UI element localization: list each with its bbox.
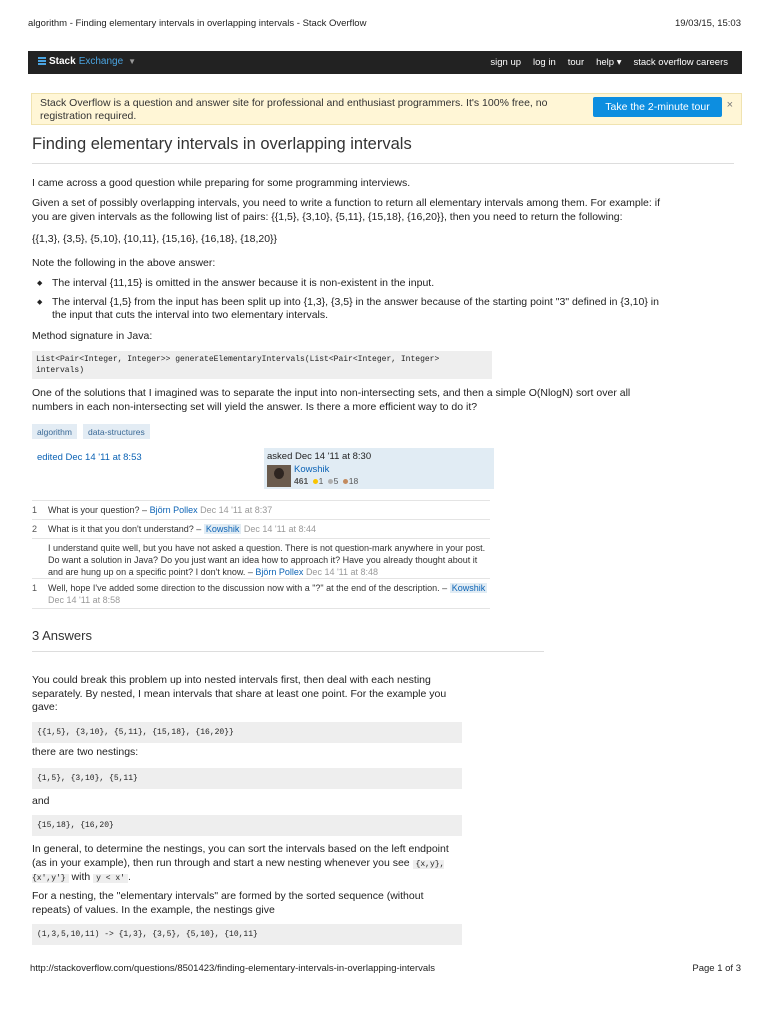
announcement-text: Stack Overflow is a question and answer site for professional and enthusiast programmers. It's 100% free, no registration required.	[40, 97, 548, 122]
question-paragraph: Note the following in the above answer:	[32, 257, 216, 269]
close-icon[interactable]: ×	[726, 99, 733, 111]
code-block	[32, 351, 492, 379]
gold-badge-count: 1	[318, 476, 324, 486]
avatar[interactable]	[267, 465, 291, 487]
stackexchange-menu[interactable]	[38, 56, 136, 67]
brand-stack: Stack	[49, 56, 76, 67]
asker-name[interactable]: Kowshik	[294, 464, 330, 475]
brand-exchange: Exchange	[78, 56, 124, 67]
chevron-down-icon: ▼	[128, 57, 137, 66]
nav-tour[interactable]: tour	[567, 57, 585, 68]
print-url: http://stackoverflow.com/questions/8501423/finding-elementary-intervals-in-overlapping-intervals	[30, 963, 436, 974]
question-paragraph: I came across a good question while preparing for some programming interviews.	[32, 177, 411, 189]
code-block: {{1,5}, {3,10}, {5,11}, {15,18}, {16,20}}	[32, 722, 462, 743]
print-date: 19/03/15, 15:03	[674, 18, 741, 29]
answer-paragraph: and	[32, 795, 50, 807]
comment	[32, 523, 492, 535]
asked-date: asked Dec 14 '11 at 8:30	[267, 451, 372, 462]
comment-divider	[32, 538, 490, 539]
nav-careers[interactable]: stack overflow careers	[633, 57, 728, 68]
comment-text: What is it that you don't understand? –	[48, 524, 202, 534]
stackexchange-topbar	[28, 51, 742, 74]
comment-divider	[32, 500, 490, 501]
comment-score: 1	[32, 505, 38, 515]
asker-card	[264, 448, 494, 489]
comment-divider	[32, 608, 490, 609]
divider	[32, 163, 734, 164]
comment	[32, 504, 492, 516]
silver-badge-count: 5	[333, 476, 339, 486]
print-page-number: Page 1 of 3	[692, 963, 741, 974]
code-block: (1,3,5,10,11) -> {1,3}, {3,5}, {5,10}, {10,11}	[32, 924, 462, 945]
reputation-score: 461	[294, 476, 309, 486]
comment-divider	[32, 578, 490, 579]
tag-algorithm[interactable]: algorithm	[32, 424, 77, 439]
answer-text: In general, to determine the nestings, you can sort the intervals based on the left endpoint (as in your example), then run through and start a new nesting whenever you see	[32, 843, 449, 869]
answer-paragraph: You could break this problem up into nested intervals first, then deal with each nesting separately. By nested, I mean intervals that share at least one point. For the example you gave:	[32, 674, 447, 713]
comment-date: Dec 14 '11 at 8:37	[200, 505, 273, 515]
bronze-badge-count: 18	[348, 476, 359, 486]
code-line: List<Pair<Integer, Integer>> generateElementaryIntervals(List<Pair<Integer, Integer>	[36, 355, 440, 364]
comment-user[interactable]: Björn Pollex	[255, 567, 304, 577]
comment-user[interactable]: Björn Pollex	[149, 505, 198, 515]
comment-divider	[32, 519, 490, 520]
inline-code: y < x'	[93, 874, 128, 883]
list-item: ◆ The interval {1,5} from the input has been split up into {1,3}, {3,5} in the answer because of the starting point "3" defined in {3,10} in the input that cuts the interval into two elementary intervals.	[32, 296, 662, 323]
comment-date: Dec 14 '11 at 8:44	[243, 524, 316, 534]
divider	[32, 651, 544, 652]
comment	[32, 542, 492, 578]
code-block: {1,5}, {3,10}, {5,11}	[32, 768, 462, 789]
list-item: ◆ The interval {11,15} is omitted in the answer because it is non-existent in the input.	[32, 277, 662, 291]
announcement-banner	[31, 93, 742, 125]
answer-paragraph: For a nesting, the "elementary intervals" are formed by the sorted sequence (without repeats) of values. In the example, the nestings give	[32, 890, 424, 916]
answer-paragraph: In general, to determine the nestings, you can sort the intervals based on the left endpoint (as in your example), then run through and start a new nesting whenever you see {x,y}, {x',y'} with y < x' .	[32, 843, 449, 883]
comment-user[interactable]: Kowshik	[205, 524, 240, 534]
comment-score: 2	[32, 524, 38, 534]
comment-text: I understand quite well, but you have not asked a question. There is not question-mark anywhere in your post. Do want a solution in Java? Do you just want an idea how to approach it? Have you already thought about it and are hung up on a specific point? I don't know. –	[48, 543, 486, 577]
comment-text: What is your question? –	[48, 505, 148, 515]
question-paragraph: Given a set of possibly overlapping intervals, you need to write a function to return all elementary intervals among them. For example: if you are given intervals as the following list of pairs: {{1,5}, {3,10}, {5,11}, {15,18}, {16,20}}, then you need to return the following:	[32, 197, 660, 223]
nav-help[interactable]: help ▾	[596, 57, 622, 68]
answer-text: with	[71, 871, 91, 883]
nav-log-in[interactable]: log in	[533, 57, 556, 68]
print-header	[0, 18, 768, 32]
inline-code: {x,y}, {x',y'}	[32, 859, 445, 883]
question-title[interactable]: Finding elementary intervals in overlapping intervals	[32, 135, 412, 153]
reputation	[294, 476, 358, 486]
edited-link[interactable]: edited Dec 14 '11 at 8:53	[37, 452, 142, 463]
nav-sign-up[interactable]: sign up	[490, 57, 522, 68]
stackexchange-icon	[38, 57, 46, 66]
answer-paragraph: there are two nestings:	[32, 746, 139, 758]
tag-data-structures[interactable]: data-structures	[83, 424, 150, 439]
answers-heading: 3 Answers	[32, 628, 92, 643]
comment-text: Well, hope I've added some direction to the discussion now with a "?" at the end of the description. –	[48, 583, 448, 593]
top-nav	[490, 57, 728, 68]
comment	[32, 582, 492, 606]
question-paragraph: Method signature in Java:	[32, 330, 153, 342]
print-title: algorithm - Finding elementary intervals in overlapping intervals - Stack Overflow	[28, 18, 367, 29]
bronze-badge-icon	[343, 479, 348, 484]
comment-date: Dec 14 '11 at 8:58	[48, 595, 121, 605]
comment-date: Dec 14 '11 at 8:48	[305, 567, 379, 577]
question-paragraph: {{1,3}, {3,5}, {5,10}, {10,11}, {15,16}, {16,18}, {18,20}}	[32, 233, 278, 245]
comment-score: 1	[32, 583, 38, 593]
question-bullet-list	[32, 277, 662, 328]
code-block: {15,18}, {16,20}	[32, 815, 462, 836]
gold-badge-icon	[313, 479, 318, 484]
silver-badge-icon	[328, 479, 333, 484]
take-tour-button[interactable]: Take the 2-minute tour	[593, 97, 722, 117]
code-line: intervals)	[36, 366, 85, 375]
comment-user[interactable]: Kowshik	[451, 583, 486, 593]
question-paragraph: One of the solutions that I imagined was to separate the input into non-intersecting sets, and then a simple O(NlogN) sort over all numbers in each non-intersecting set will yield the answer. Is there a more efficient way to do it?	[32, 387, 631, 413]
